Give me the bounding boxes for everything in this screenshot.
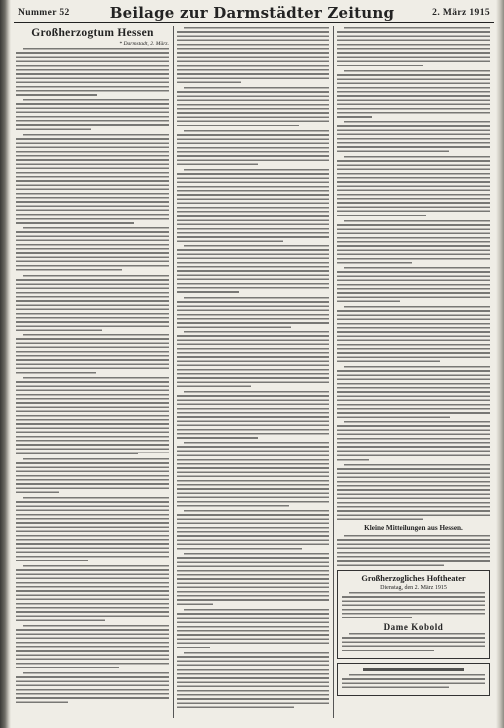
text-paragraph [16,99,169,130]
text-paragraph [16,672,169,703]
text-paragraph [16,227,169,271]
theater-text [342,633,485,651]
text-paragraph [342,674,485,688]
newspaper-title: Beilage zur Darmstädter Zeitung [109,4,395,22]
text-paragraph [177,652,329,708]
theater-date: Dienstag, den 2. März 1915 [380,584,447,591]
notice-heading [363,668,463,671]
column-divider [173,26,174,718]
text-paragraph [177,609,329,648]
notice-text [342,674,485,688]
text-paragraph [16,275,169,331]
text-paragraph [177,331,329,387]
text-paragraph [177,297,329,328]
masthead-rule [14,22,494,23]
text-paragraph [337,421,490,460]
notice-box [337,663,490,696]
text-paragraph [177,442,329,507]
text-paragraph [16,377,169,454]
issue-date: 2. März 1915 [432,8,490,18]
theater-text [342,592,485,619]
text-paragraph [342,592,485,619]
dateline: * Darmstadt, 2. März. [119,41,169,47]
text-paragraph [177,510,329,549]
text-paragraph [337,156,490,216]
column-middle [177,27,329,718]
article-text [177,27,329,708]
text-paragraph [337,366,490,418]
scan-edge-shadow [496,0,504,728]
scan-binding-shadow [0,0,11,728]
theater-heading: Großherzogliches Hoftheater [361,573,466,583]
article-text [337,27,490,520]
text-paragraph [16,497,169,562]
section-heading-hessen: Großherzogtum Hessen [31,27,154,39]
text-paragraph [337,121,490,152]
text-paragraph [337,70,490,118]
text-paragraph [342,633,485,651]
text-paragraph [177,87,329,126]
column-right [337,27,490,718]
text-paragraph [177,245,329,293]
text-paragraph [177,391,329,439]
text-paragraph [337,267,490,302]
theater-notice [337,570,490,659]
text-paragraph [177,169,329,242]
text-paragraph [16,625,169,669]
theater-play-title: Dame Kobold [383,622,444,633]
text-paragraph [337,220,490,264]
text-paragraph [177,27,329,83]
text-paragraph [337,306,490,362]
issue-number: Nummer 52 [18,8,70,18]
text-paragraph [16,458,169,493]
text-paragraph [337,27,490,66]
column-left [16,27,169,718]
article-text [337,535,490,566]
text-paragraph [177,553,329,605]
text-paragraph [16,48,169,96]
article-text [16,48,169,703]
text-paragraph [337,535,490,566]
text-paragraph [337,464,490,520]
text-paragraph [177,130,329,165]
text-paragraph [16,334,169,373]
column-divider [333,26,334,718]
text-paragraph [16,134,169,224]
text-paragraph [16,565,169,621]
section-heading-mitteilungen: Kleine Mitteilungen aus Hessen. [364,524,463,533]
